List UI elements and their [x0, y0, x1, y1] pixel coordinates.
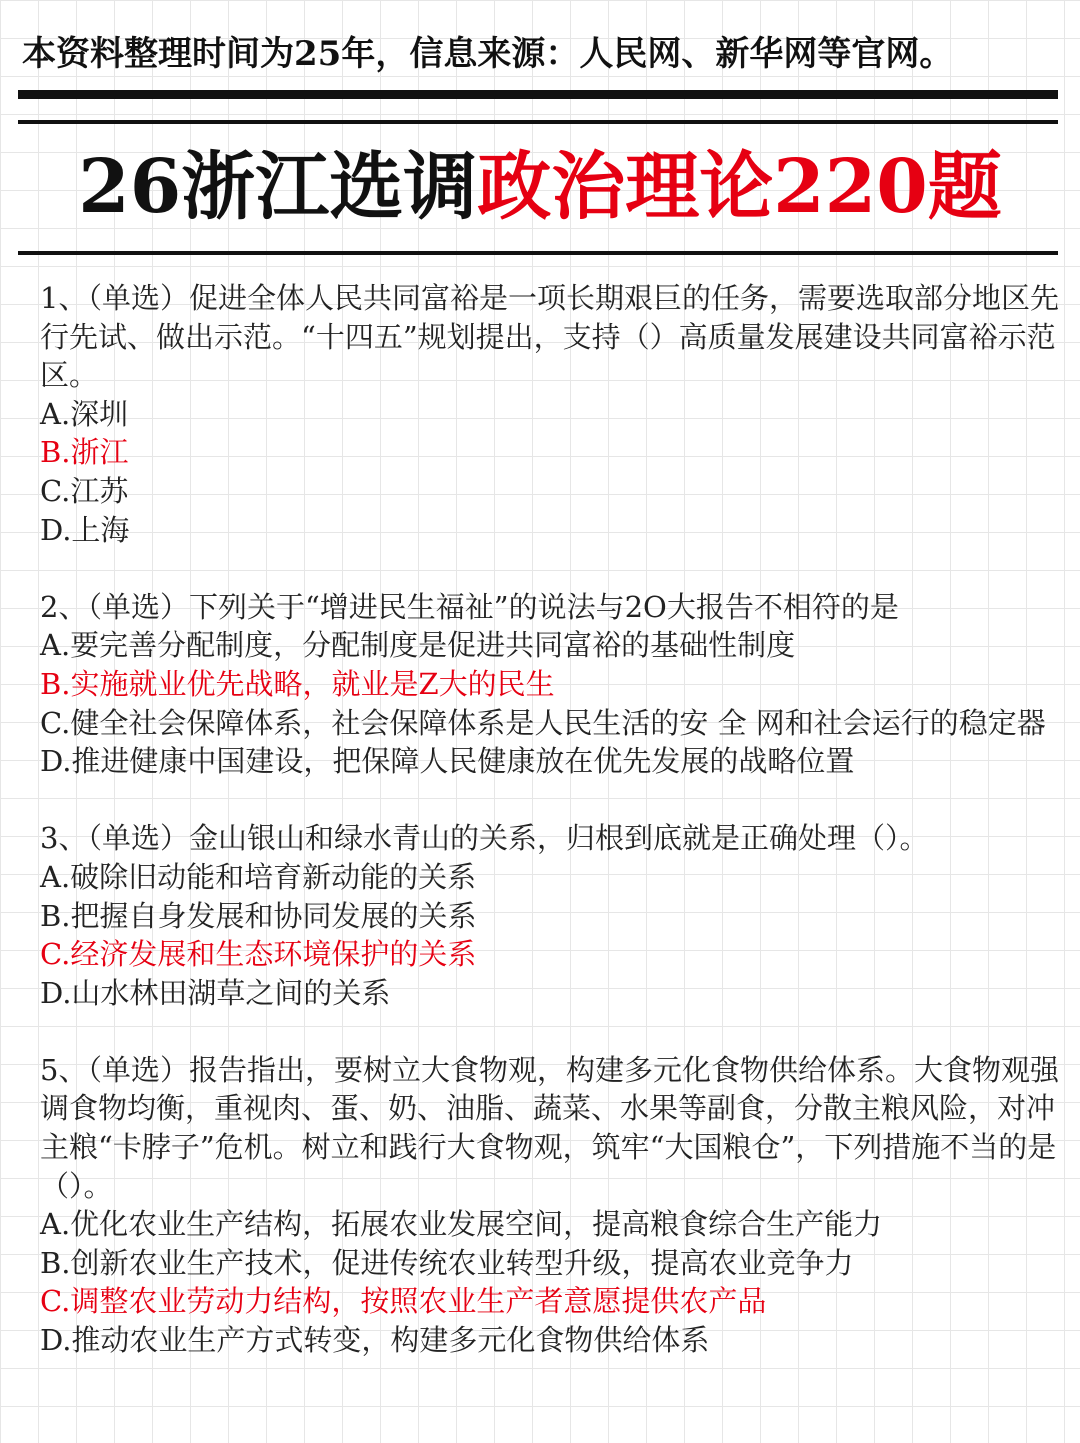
- answer-option: A.破除旧动能和培育新动能的关系: [40, 859, 477, 894]
- answer-option: D.上海: [40, 512, 130, 547]
- title-black-part: 26浙江选调: [78, 144, 478, 230]
- answer-option-correct: B.浙江: [40, 435, 129, 470]
- answer-option: D.推进健康中国建设，把保障人民健康放在优先发展的战略位置: [40, 744, 855, 779]
- question-block: [40, 1051, 1060, 1360]
- divider-thin: [18, 120, 1058, 124]
- answer-option: D.山水林田湖草之间的关系: [40, 975, 391, 1010]
- question-block: [40, 279, 1060, 549]
- divider-thick: [18, 90, 1058, 99]
- question-block: [40, 819, 1060, 1012]
- answer-option: C.健全社会保障体系，社会保障体系是人民生活的安 全 网和社会运行的稳定器: [40, 705, 1046, 740]
- answer-option-correct: C.经济发展和生态环境保护的关系: [40, 937, 477, 972]
- answer-option: A.要完善分配制度，分配制度是促进共同富裕的基础性制度: [40, 628, 796, 663]
- answer-option: D.推动农业生产方式转变，构建多元化食物供给体系: [40, 1323, 710, 1358]
- question-stem: 2、（单选）下列关于“增进民生福祉”的说法与2O大报告不相符的是: [40, 589, 899, 624]
- answer-option: C.江苏: [40, 473, 129, 508]
- answer-option-correct: C.调整农业劳动力结构，按照农业生产者意愿提供农产品: [40, 1284, 767, 1319]
- question-block: [40, 588, 1060, 781]
- answer-option: A.深圳: [40, 396, 129, 431]
- question-stem: 5、（单选）报告指出，要树立大食物观，构建多元化食物供给体系。大食物观强调食物均衡，重视肉、蛋、奶、油脂、蔬菜、水果等副食，分散主粮风险，对冲主粮“卡脖子”危机。树立和践行大食物观，筑牢“大国粮仓”，下列措施不当的是（）。: [40, 1052, 1059, 1203]
- title-red-part: 政治理论220题: [477, 144, 1002, 230]
- question-list: [40, 279, 1060, 1398]
- source-notice: 本资料整理时间为25年，信息来源：人民网、新华网等官网。: [22, 34, 954, 74]
- answer-option-correct: B.实施就业优先战略，就业是Z大的民生: [40, 666, 555, 701]
- question-stem: 3、（单选）金山银山和绿水青山的关系，归根到底就是正确处理（）。: [40, 821, 929, 856]
- answer-option: A.优化农业生产结构，拓展农业发展空间，提高粮食综合生产能力: [40, 1207, 883, 1242]
- divider-under-title: [18, 251, 1058, 255]
- answer-option: B.创新农业生产技术，促进传统农业转型升级，提高农业竞争力: [40, 1245, 854, 1280]
- page-title: [0, 142, 1080, 232]
- answer-option: B.把握自身发展和协同发展的关系: [40, 898, 477, 933]
- question-stem: 1、（单选）促进全体人民共同富裕是一项长期艰巨的任务，需要选取部分地区先行先试、做出示范。“十四五”规划提出，支持（）高质量发展建设共同富裕示范区。: [40, 281, 1059, 393]
